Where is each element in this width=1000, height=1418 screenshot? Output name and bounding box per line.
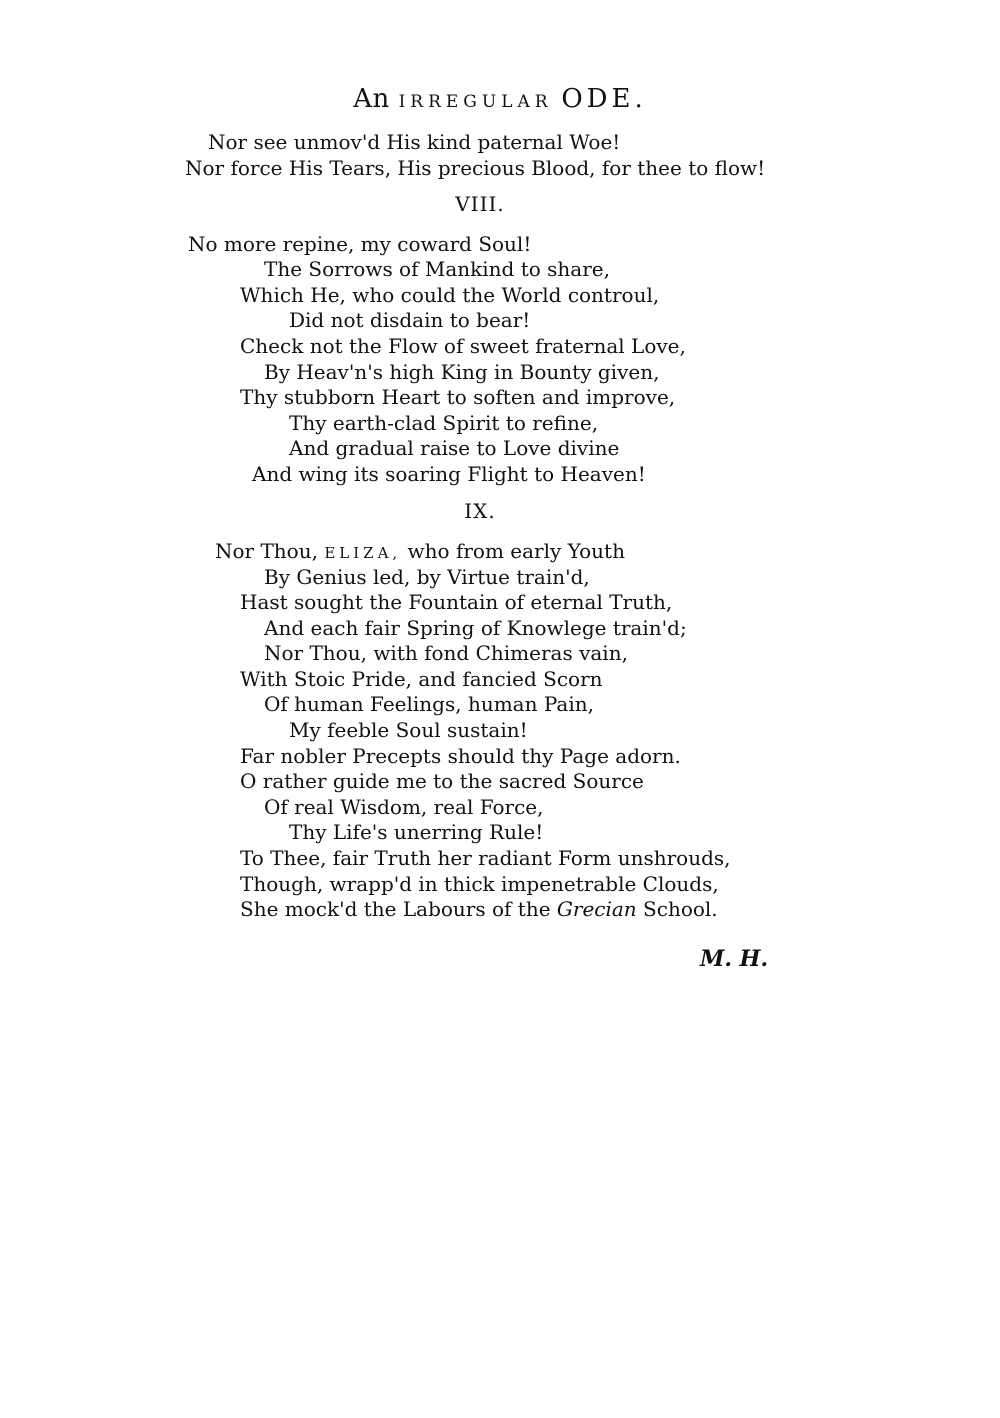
poem-line: Of real Wisdom, real Force, [264, 795, 544, 819]
poem-line: Did not disdain to bear! [289, 308, 531, 332]
poem-line: No more repine, my coward Soul! [188, 232, 532, 256]
poem-line: To Thee, fair Truth her radiant Form unshrouds, [240, 846, 731, 870]
poem-line: By Heav'n's high King in Bounty given, [264, 360, 660, 384]
poem-line: Of human Feelings, human Pain, [264, 692, 594, 716]
header-title: ODE. [561, 84, 647, 114]
poem-line: With Stoic Pride, and fancied Scorn [240, 667, 603, 691]
line-prefix: Nor Thou, [215, 539, 318, 563]
poem-line: O rather guide me to the sacred Source [240, 769, 644, 793]
poem-line: Check not the Flow of sweet fraternal Love, [240, 334, 686, 358]
stanza-numeral: VIII. [455, 192, 505, 216]
poem-line: Thy earth-clad Spirit to refine, [289, 411, 599, 435]
signature: M. H. [700, 946, 769, 972]
poem-line: My feeble Soul sustain! [289, 718, 528, 742]
line-suffix: who from early Youth [407, 539, 625, 563]
header-smallcaps: IRREGULAR [398, 92, 553, 112]
line-prefix: She mock'd the Labours of the [240, 897, 551, 921]
poem-line: And each fair Spring of Knowlege train'd; [264, 616, 687, 640]
poem-line: Thy stubborn Heart to soften and improve, [240, 385, 676, 409]
name-eliza: ELIZA, [324, 544, 402, 562]
italic-word: Grecian [556, 897, 637, 921]
poem-line [240, 897, 718, 921]
poem-line: Though, wrapp'd in thick impenetrable Clouds, [240, 872, 719, 896]
poem-line: Nor see unmov'd His kind paternal Woe! [208, 130, 621, 154]
poem-line: Nor force His Tears, His precious Blood, for thee to flow! [185, 156, 766, 180]
poem-line: Nor Thou, with fond Chimeras vain, [264, 641, 628, 665]
poem-line: Hast sought the Fountain of eternal Truth, [240, 590, 673, 614]
poem-line: By Genius led, by Virtue train'd, [264, 565, 590, 589]
poem-line [215, 539, 625, 565]
line-suffix: School. [643, 897, 718, 921]
poem-line: And gradual raise to Love divine [289, 436, 620, 460]
poem-line: Thy Life's unerring Rule! [289, 820, 544, 844]
poem-line: Which He, who could the World controul, [240, 283, 660, 307]
running-header [0, 84, 1000, 114]
poem-line: And wing its soaring Flight to Heaven! [252, 462, 646, 486]
stanza-numeral: IX. [464, 499, 496, 523]
header-prefix: An [353, 84, 390, 114]
poem-line: The Sorrows of Mankind to share, [264, 257, 610, 281]
poem-line: Far nobler Precepts should thy Page adorn. [240, 744, 681, 768]
